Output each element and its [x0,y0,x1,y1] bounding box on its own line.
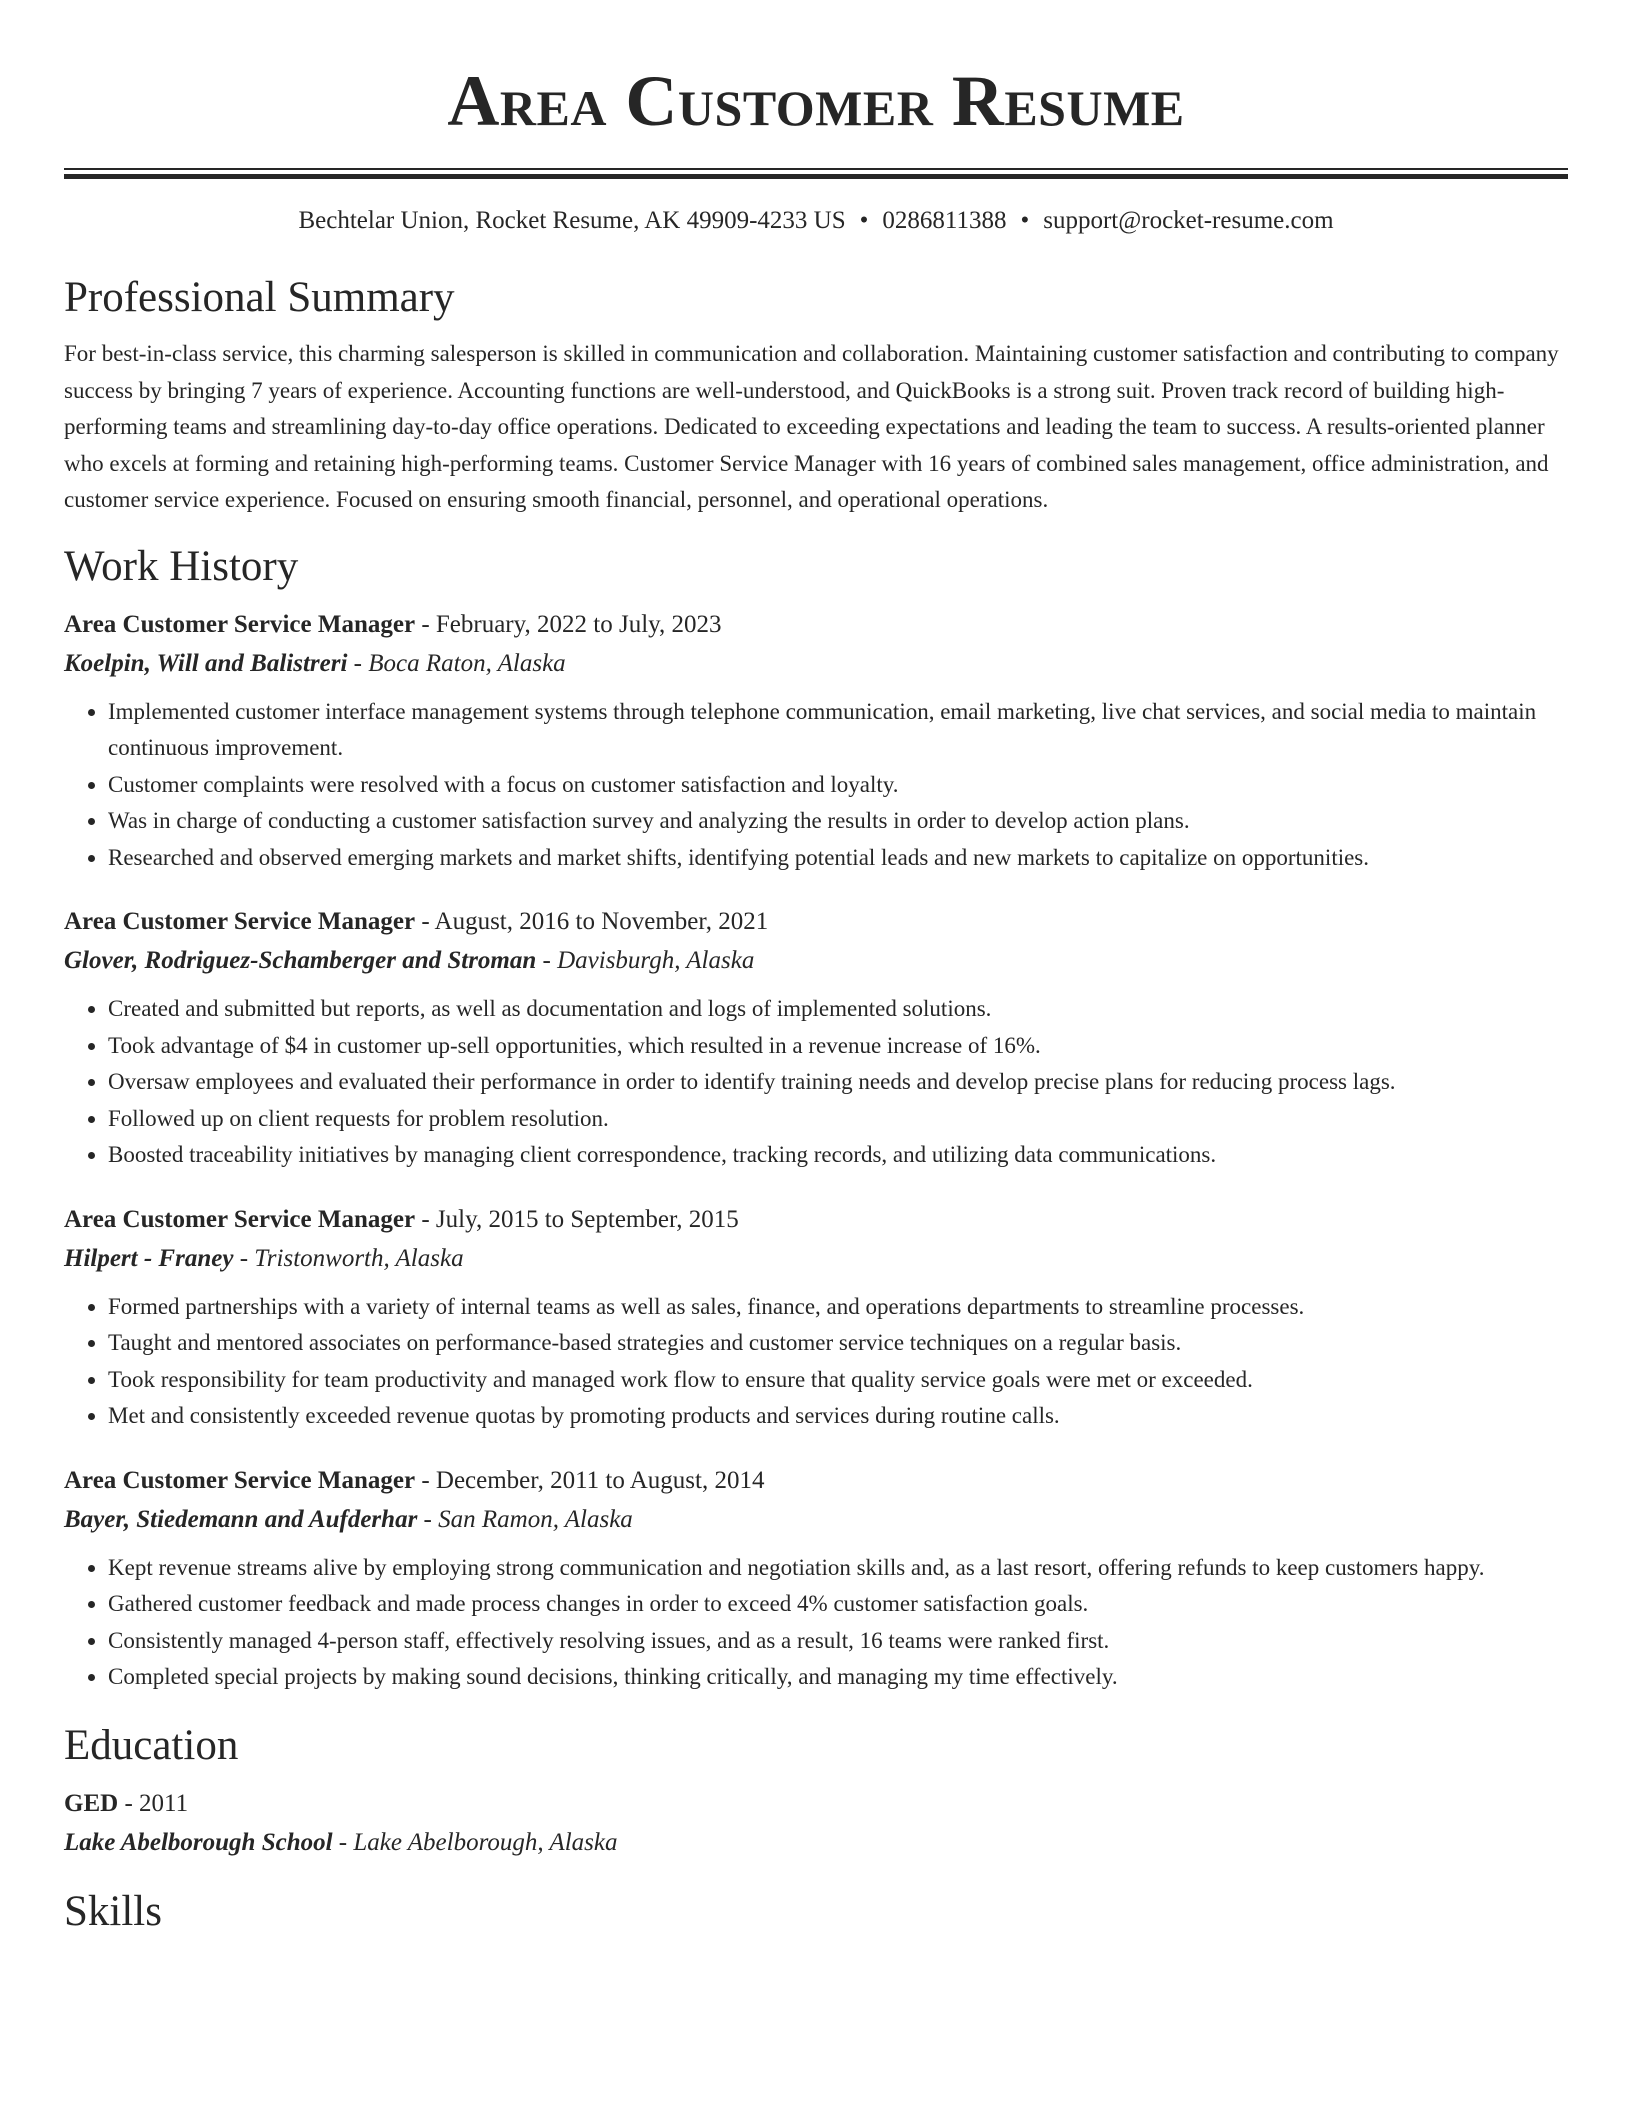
contact-email: support@rocket-resume.com [1043,207,1334,234]
job-bullet: • Completed special projects by making sound decisions, thinking critically, and managing my time effectively. [108,1659,1568,1696]
employer-line [64,1239,1568,1278]
job-bullets [64,1289,1568,1435]
contact-address: Bechtelar Union, Rocket Resume, AK 49909-4233 US [298,207,846,234]
employer-location: Davisburgh, Alaska [557,947,755,974]
job-bullet: • Customer complaints were resolved with a focus on customer satisfaction and loyalty. [108,767,1568,804]
degree-line [64,1784,1568,1823]
employer-dash: - [347,649,369,677]
employer-dash: - [233,1244,255,1272]
contact-line [64,204,1568,238]
job-title-line [64,1461,1568,1500]
job-bullet: • Implemented customer interface management systems through telephone communication, email marketing, live chat services, and social media to maintain continuous improvement. [108,694,1568,767]
school-name: Lake Abelborough School [64,1828,333,1856]
contact-phone: 0286811388 [882,207,1007,234]
employer-line [64,644,1568,683]
employer-location: Tristonworth, Alaska [254,1244,464,1272]
job-dash: - [415,1466,436,1494]
school-dash: - [332,1828,354,1856]
job-dates: August, 2016 to November, 2021 [434,908,769,935]
job-dash: - [415,610,436,638]
job-entry [64,1200,1568,1435]
employer-location: San Ramon, Alaska [438,1505,633,1533]
job-title: Area Customer Service Manager [64,908,416,935]
job-bullet: • Taught and mentored associates on performance-based strategies and customer service techniques on a regular basis. [108,1325,1568,1362]
job-bullet: • Gathered customer feedback and made process changes in order to exceed 4% customer satisfaction goals. [108,1586,1568,1623]
employer-name: Koelpin, Will and Balistreri [64,649,348,677]
job-bullet: • Consistently managed 4-person staff, effectively resolving issues, and as a result, 16 teams were ranked first. [108,1623,1568,1660]
school-line [64,1823,1568,1862]
summary-text: For best-in-class service, this charming salesperson is skilled in communication and collaboration. Maintaining customer satisfaction and contributing to company success by bringing 7 years of experience. Accounting functions are well-understood, and QuickBooks is a strong suit. Proven track record of building high-performing teams and streamlining day-to-day office operations. Dedicated to exceeding expectations and leading the team to success. A results-oriented planner who excels at forming and retaining high-performing teams. Customer Service Manager with 16 years of combined sales management, office administration, and customer service experience. Focused on ensuring smooth financial, personnel, and operational operations. [64,341,1559,512]
job-title-line [64,1200,1568,1239]
job-bullet: • Boosted traceability initiatives by managing client correspondence, tracking records, and utilizing data communications. [108,1137,1568,1174]
job-dash: - [415,908,435,935]
job-dates: February, 2022 to July, 2023 [435,610,722,638]
job-bullet: • Took responsibility for team productivity and managed work flow to ensure that quality service goals were met or exceeded. [108,1362,1568,1399]
employer-location: Boca Raton, Alaska [368,649,566,677]
degree-dash: - [118,1789,140,1817]
title-divider [64,168,1568,179]
job-bullets [64,1550,1568,1696]
job-dates: December, 2011 to August, 2014 [435,1466,765,1494]
job-title: Area Customer Service Manager [64,1205,416,1233]
job-bullet: • Took advantage of $4 in customer up-sell opportunities, which resulted in a revenue increase of 16%. [108,1028,1568,1065]
employer-name: Hilpert - Franey [64,1244,234,1272]
job-entry [64,902,1568,1174]
job-bullets [64,991,1568,1174]
employer-line [64,941,1568,980]
job-title-line [64,902,1568,941]
employer-name: Glover, Rodriguez-Schamberger and Stroman [64,947,537,974]
job-entry [64,605,1568,877]
job-bullet: • Formed partnerships with a variety of internal teams as well as sales, finance, and operations departments to streamline processes. [108,1289,1568,1326]
summary-heading: Professional Summary [64,274,455,321]
job-bullet: • Followed up on client requests for problem resolution. [108,1101,1568,1138]
job-title: Area Customer Service Manager [64,610,416,638]
skills-heading: Skills [64,1887,162,1935]
contact-separator: • [859,207,869,234]
job-bullets [64,694,1568,877]
education-heading: Education [64,1721,239,1769]
job-entry [64,1461,1568,1696]
job-dash: - [415,1205,436,1233]
job-bullet: • Met and consistently exceeded revenue quotas by promoting products and services during routine calls. [108,1398,1568,1435]
degree-year: 2011 [139,1789,189,1817]
resume-title: Area Customer Resume [447,61,1185,141]
employer-dash: - [417,1505,439,1533]
employer-line [64,1500,1568,1539]
job-bullet: • Kept revenue streams alive by employing strong communication and negotiation skills and, as a last resort, offering refunds to keep customers happy. [108,1550,1568,1587]
job-bullet: • Oversaw employees and evaluated their performance in order to identify training needs and develop precise plans for reducing process lags. [108,1064,1568,1101]
job-title: Area Customer Service Manager [64,1466,416,1494]
contact-separator: • [1020,207,1030,234]
employer-name: Bayer, Stiedemann and Aufderhar [64,1505,418,1533]
job-bullet: • Was in charge of conducting a customer satisfaction survey and analyzing the results in order to develop action plans. [108,803,1568,840]
job-title-line [64,605,1568,644]
job-bullet: • Researched and observed emerging markets and market shifts, identifying potential leads and new markets to capitalize on opportunities. [108,840,1568,877]
degree: GED [64,1789,119,1817]
job-dates: July, 2015 to September, 2015 [435,1205,739,1233]
school-location: Lake Abelborough, Alaska [353,1828,618,1856]
employer-dash: - [536,947,558,974]
education-entry [64,1784,1568,1862]
job-bullet: • Created and submitted but reports, as well as documentation and logs of implemented solutions. [108,991,1568,1028]
work-history-heading: Work History [64,542,299,590]
